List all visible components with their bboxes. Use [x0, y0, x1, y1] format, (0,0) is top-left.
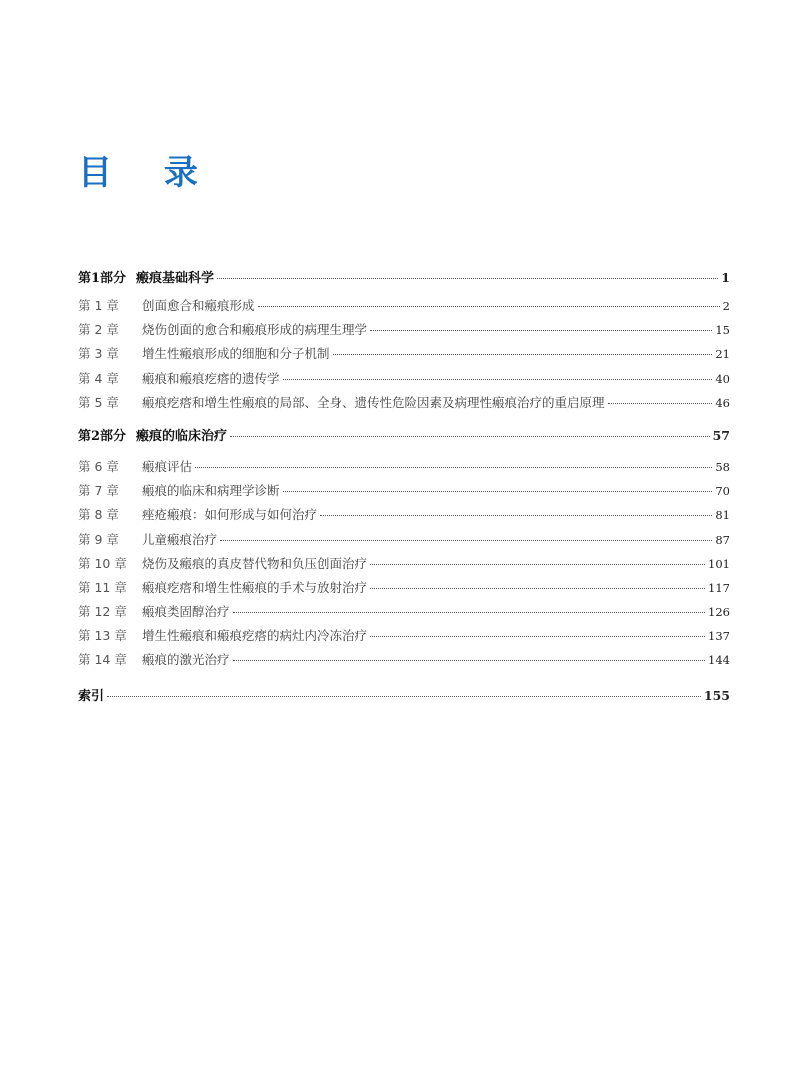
- chapter-page-number: 87: [715, 532, 730, 547]
- toc-chapter-9[interactable]: [78, 528, 730, 552]
- chapter-label: 第 1 章: [78, 298, 119, 313]
- toc-index[interactable]: [78, 681, 730, 715]
- part-page-number: 1: [721, 270, 730, 285]
- chapter-page-number: 70: [715, 484, 730, 499]
- chapter-title: 瘢痕类固醇治疗: [142, 604, 230, 620]
- chapter-page-number: 101: [708, 556, 730, 571]
- dot-leader: [320, 515, 712, 516]
- dot-leader: [370, 564, 705, 565]
- chapter-label: 第 9 章: [78, 531, 119, 547]
- toc-chapter-14[interactable]: [78, 648, 730, 672]
- chapter-label: 第 5 章: [78, 394, 119, 410]
- chapter-label: 第 4 章: [78, 370, 119, 386]
- dot-leader: [220, 540, 712, 541]
- chapter-label: 第 11 章: [78, 579, 127, 595]
- dot-leader: [283, 379, 713, 380]
- dot-leader: [608, 403, 713, 404]
- part-title: 瘢痕的临床治疗: [136, 428, 228, 444]
- part-page-number: 57: [712, 427, 730, 443]
- toc-chapter-13[interactable]: [78, 624, 730, 648]
- table-of-contents: [78, 262, 730, 715]
- chapter-page-number: 21: [715, 347, 730, 362]
- chapter-title: 瘢痕和瘢痕疙瘩的遗传学: [142, 370, 280, 386]
- index-page-number: 155: [703, 687, 730, 703]
- dot-leader: [195, 467, 712, 468]
- chapter-label: 第 2 章: [78, 322, 119, 338]
- chapter-label: 第 3 章: [78, 346, 119, 362]
- index-title: 索引: [78, 688, 105, 704]
- chapter-label: 第 10 章: [78, 555, 127, 571]
- dot-leader: [370, 330, 712, 331]
- dot-leader: [258, 306, 720, 307]
- chapter-page-number: 2: [722, 299, 730, 313]
- chapter-page-number: 15: [715, 323, 730, 338]
- dot-leader: [107, 696, 701, 697]
- chapter-page-number: 137: [708, 629, 730, 644]
- chapter-title: 瘢痕疙瘩和增生性瘢痕的局部、全身、遗传性危险因素及病理性瘢痕治疗的重启原理: [142, 394, 605, 410]
- part-label: 第1部分: [78, 271, 127, 286]
- chapter-page-number: 117: [708, 580, 730, 595]
- dot-leader: [233, 612, 706, 613]
- toc-chapter-5[interactable]: [78, 391, 730, 415]
- chapter-label: 第 12 章: [78, 604, 127, 620]
- dot-leader: [283, 491, 713, 492]
- toc-chapter-11[interactable]: [78, 576, 730, 600]
- part-label: 第2部分: [78, 428, 127, 444]
- chapter-label: 第 6 章: [78, 458, 119, 474]
- chapter-title: 儿童瘢痕治疗: [142, 531, 218, 547]
- toc-chapter-12[interactable]: [78, 600, 730, 624]
- chapter-page-number: 144: [708, 653, 730, 668]
- dot-leader: [217, 278, 718, 279]
- chapter-label: 第 14 章: [78, 652, 127, 668]
- toc-chapter-10[interactable]: [78, 552, 730, 576]
- toc-chapter-3[interactable]: [78, 342, 730, 366]
- chapter-title: 烧伤创面的愈合和瘢痕形成的病理生理学: [142, 322, 368, 338]
- dot-leader: [233, 660, 706, 661]
- toc-part-2[interactable]: [78, 421, 730, 455]
- chapter-title: 痤疮瘢痕：如何形成与如何治疗: [142, 507, 318, 523]
- chapter-label: 第 13 章: [78, 628, 127, 644]
- page-title: 目 录: [78, 153, 218, 193]
- dot-leader: [333, 354, 713, 355]
- chapter-title: 瘢痕的临床和病理学诊断: [142, 483, 280, 499]
- chapter-title: 增生性瘢痕形成的细胞和分子机制: [142, 346, 330, 362]
- chapter-title: 烧伤及瘢痕的真皮替代物和负压创面治疗: [142, 555, 368, 571]
- chapter-page-number: 81: [715, 508, 730, 523]
- chapter-title: 瘢痕的激光治疗: [142, 652, 230, 668]
- chapter-title: 增生性瘢痕和瘢痕疙瘩的病灶内冷冻治疗: [142, 628, 368, 644]
- chapter-page-number: 40: [715, 371, 730, 386]
- chapter-title: 创面愈合和瘢痕形成: [142, 298, 255, 313]
- toc-chapter-8[interactable]: [78, 503, 730, 527]
- chapter-title: 瘢痕评估: [142, 458, 193, 474]
- chapter-page-number: 58: [715, 459, 730, 474]
- chapter-label: 第 8 章: [78, 507, 119, 523]
- dot-leader: [370, 588, 705, 589]
- chapter-label: 第 7 章: [78, 483, 119, 499]
- toc-chapter-4[interactable]: [78, 367, 730, 391]
- dot-leader: [370, 636, 705, 637]
- dot-leader: [230, 436, 710, 437]
- toc-chapter-2[interactable]: [78, 318, 730, 342]
- toc-chapter-1[interactable]: [78, 294, 730, 318]
- toc-part-1[interactable]: [78, 262, 730, 294]
- chapter-page-number: 126: [708, 605, 730, 620]
- toc-chapter-6[interactable]: [78, 455, 730, 479]
- toc-chapter-7[interactable]: [78, 479, 730, 503]
- chapter-page-number: 46: [715, 395, 730, 410]
- part-title: 瘢痕基础科学: [136, 271, 215, 286]
- chapter-title: 瘢痕疙瘩和增生性瘢痕的手术与放射治疗: [142, 579, 368, 595]
